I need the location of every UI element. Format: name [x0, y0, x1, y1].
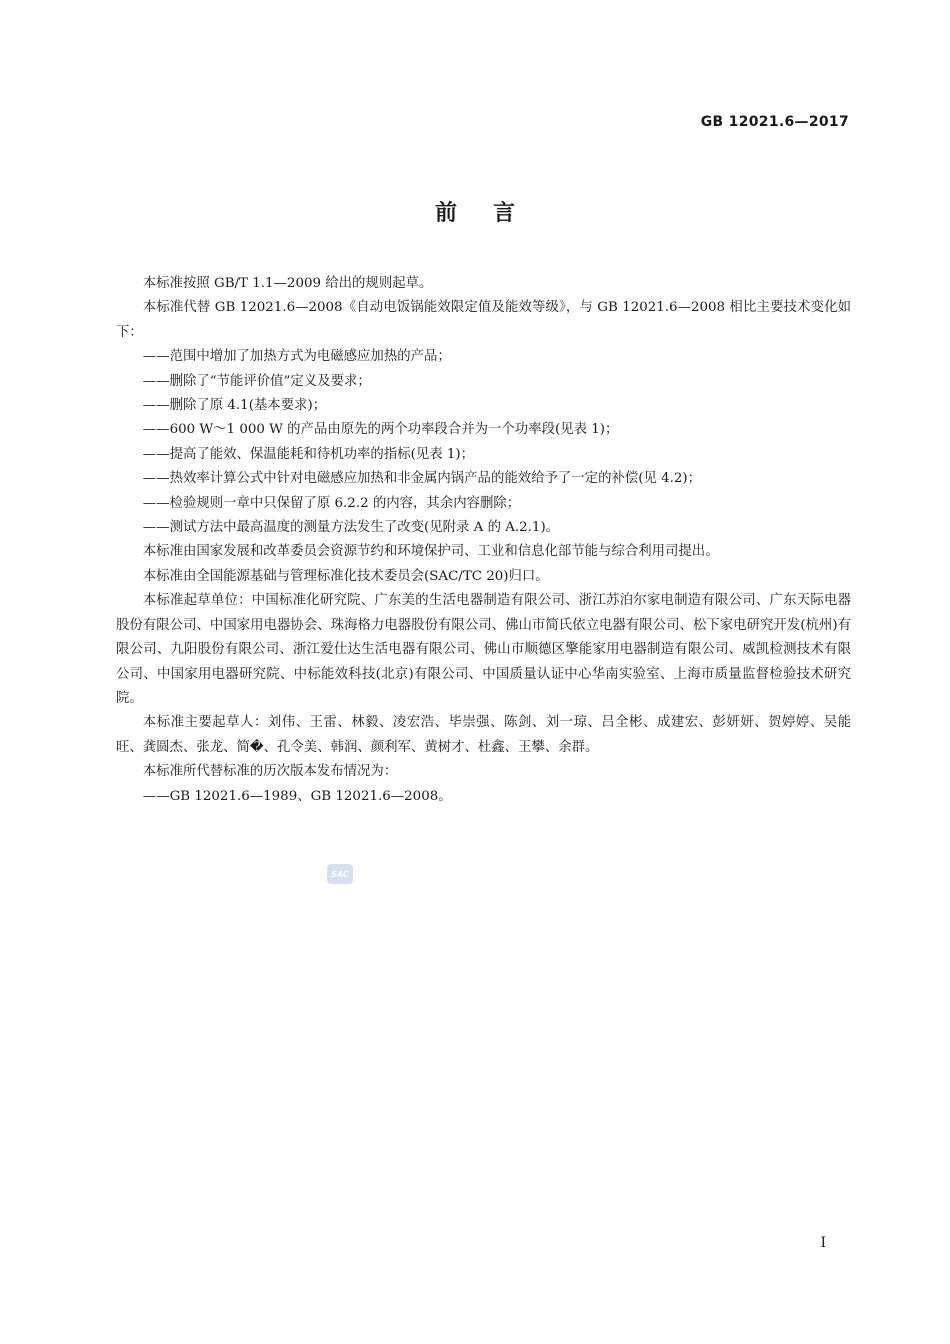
page-title: 前言	[434, 201, 551, 226]
history-item: ——GB 12021.6—1989、GB 12021.6—2008。	[142, 788, 452, 804]
page-number: I	[820, 1235, 826, 1251]
standard-number: GB 12021.6—2017	[700, 114, 849, 130]
paragraph-administered-by: 本标准由全国能源基础与管理标准化技术委员会(SAC/TC 20)归口。	[142, 568, 549, 584]
change-item: ——检验规则一章中只保留了原 6.2.2 的内容，其余内容删除；	[142, 495, 521, 511]
paragraph-drafters: 本标准主要起草人：刘伟、王雷、林毅、凌宏浩、毕崇强、陈剑、刘一琼、吕全彬、成建宏、彭妍妍、贺婷婷、吴能旺、龚圆杰、张龙、简�、孔令美、韩润、颜利军、黄树才、杜鑫、王攀、余群。	[116, 715, 851, 755]
change-item: ——删除了原 4.1(基本要求)；	[142, 398, 327, 414]
paragraph-drafting-rules: 本标准按照 GB/T 1.1—2009 给出的规则起草。	[142, 276, 433, 291]
change-item: ——测试方法中最高温度的测量方法发生了改变(见附录 A 的 A.2.1)。	[142, 520, 560, 536]
sac-watermark-logo: SAC	[327, 864, 353, 884]
paragraph-history-intro: 本标准所代替标准的历次版本发布情况为：	[142, 764, 398, 780]
paragraph-proposed-by: 本标准由国家发展和改革委员会资源节约和环境保护司、工业和信息化部节能与综合利用司提出。	[142, 544, 719, 560]
foreword-body	[116, 272, 851, 809]
change-item: ——热效率计算公式中针对电磁感应加热和非金属内锅产品的能效给予了一定的补偿(见 4.2)；	[142, 471, 702, 487]
paragraph-drafting-units: 本标准起草单位：中国标准化研究院、广东美的生活电器制造有限公司、浙江苏泊尔家电制造有限公司、广东天际电器股份有限公司、中国家用电器协会、珠海格力电器股份有限公司、佛山市简氏依立电器有限公司、松下家电研究开发(杭州)有限公司、九阳股份有限公司、浙江爱仕达生活电器有限公司、佛山市顺德区擎能家用电器制造有限公司、威凯检测技术有限公司、中国家用电器研究院、中标能效科技(北京)有限公司、中国质量认证中心华南实验室、上海市质量监督检验技术研究院。	[116, 593, 851, 706]
change-item: ——删除了“节能评价值”定义及要求；	[142, 373, 371, 389]
change-item: ——600 W～1 000 W 的产品由原先的两个功率段合并为一个功率段(见表 1)；	[142, 422, 619, 438]
change-item: ——提高了能效、保温能耗和待机功率的指标(见表 1)；	[142, 446, 475, 462]
paragraph-replaces: 本标准代替 GB 12021.6—2008《自动电饭锅能效限定值及能效等级》，与 GB 12021.6—2008 相比主要技术变化如下：	[116, 300, 851, 340]
change-item: ——范围中增加了加热方式为电磁感应加热的产品；	[142, 349, 451, 365]
